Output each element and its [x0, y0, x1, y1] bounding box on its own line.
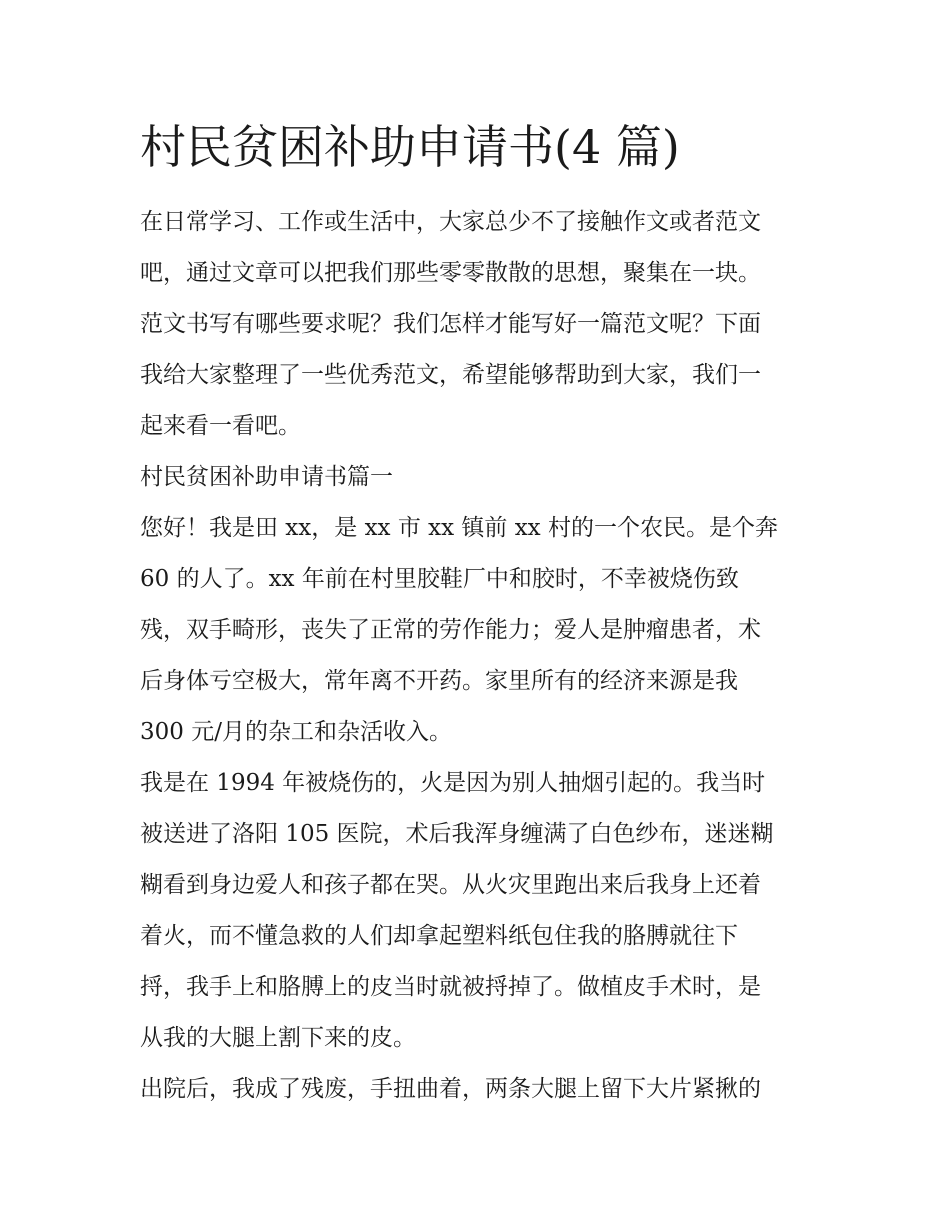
- paragraph-line: 在日常学习、工作或生活中，大家总少不了接触作文或者范文: [140, 209, 761, 235]
- paragraph-line: 着火，而不懂急救的人们却拿起塑料纸包住我的胳膊就往下: [140, 923, 738, 949]
- paragraph-line: 范文书写有哪些要求呢？我们怎样才能写好一篇范文呢？下面: [140, 311, 761, 337]
- paragraph-line: 吧，通过文章可以把我们那些零零散散的思想，聚集在一块。: [140, 260, 761, 286]
- paragraph-line: 我给大家整理了一些优秀范文，希望能够帮助到大家，我们一: [140, 362, 761, 388]
- paragraph-line: 出院后，我成了残废，手扭曲着，两条大腿上留下大片紧揪的: [140, 1076, 761, 1102]
- section-heading: 村民贫困补助申请书篇一: [140, 464, 393, 490]
- paragraph-line: 您好！我是田 xx，是 xx 市 xx 镇前 xx 村的一个农民。是个奔: [140, 515, 778, 541]
- paragraph-line: 捋，我手上和胳膊上的皮当时就被捋掉了。做植皮手术时，是: [140, 974, 761, 1000]
- paragraph-line: 300 元/月的杂工和杂活收入。: [140, 719, 452, 745]
- paragraph-line: 起来看一看吧。: [140, 413, 301, 439]
- paragraph-line: 从我的大腿上割下来的皮。: [140, 1025, 416, 1051]
- paragraph-line: 60 的人了。xx 年前在村里胶鞋厂中和胶时，不幸被烧伤致: [140, 566, 739, 592]
- paragraph-line: 后身体亏空极大，常年离不开药。家里所有的经济来源是我: [140, 668, 738, 694]
- paragraph-line: 被送进了洛阳 105 医院，术后我浑身缠满了白色纱布，迷迷糊: [140, 821, 774, 847]
- paragraph-line: 残，双手畸形，丧失了正常的劳作能力；爱人是肿瘤患者，术: [140, 617, 761, 643]
- document-title: 村民贫困补助申请书(4 篇): [140, 120, 680, 174]
- paragraph-line: 糊看到身边爱人和孩子都在哭。从火灾里跑出来后我身上还着: [140, 872, 761, 898]
- paragraph-line: 我是在 1994 年被烧伤的，火是因为别人抽烟引起的。我当时: [140, 770, 766, 796]
